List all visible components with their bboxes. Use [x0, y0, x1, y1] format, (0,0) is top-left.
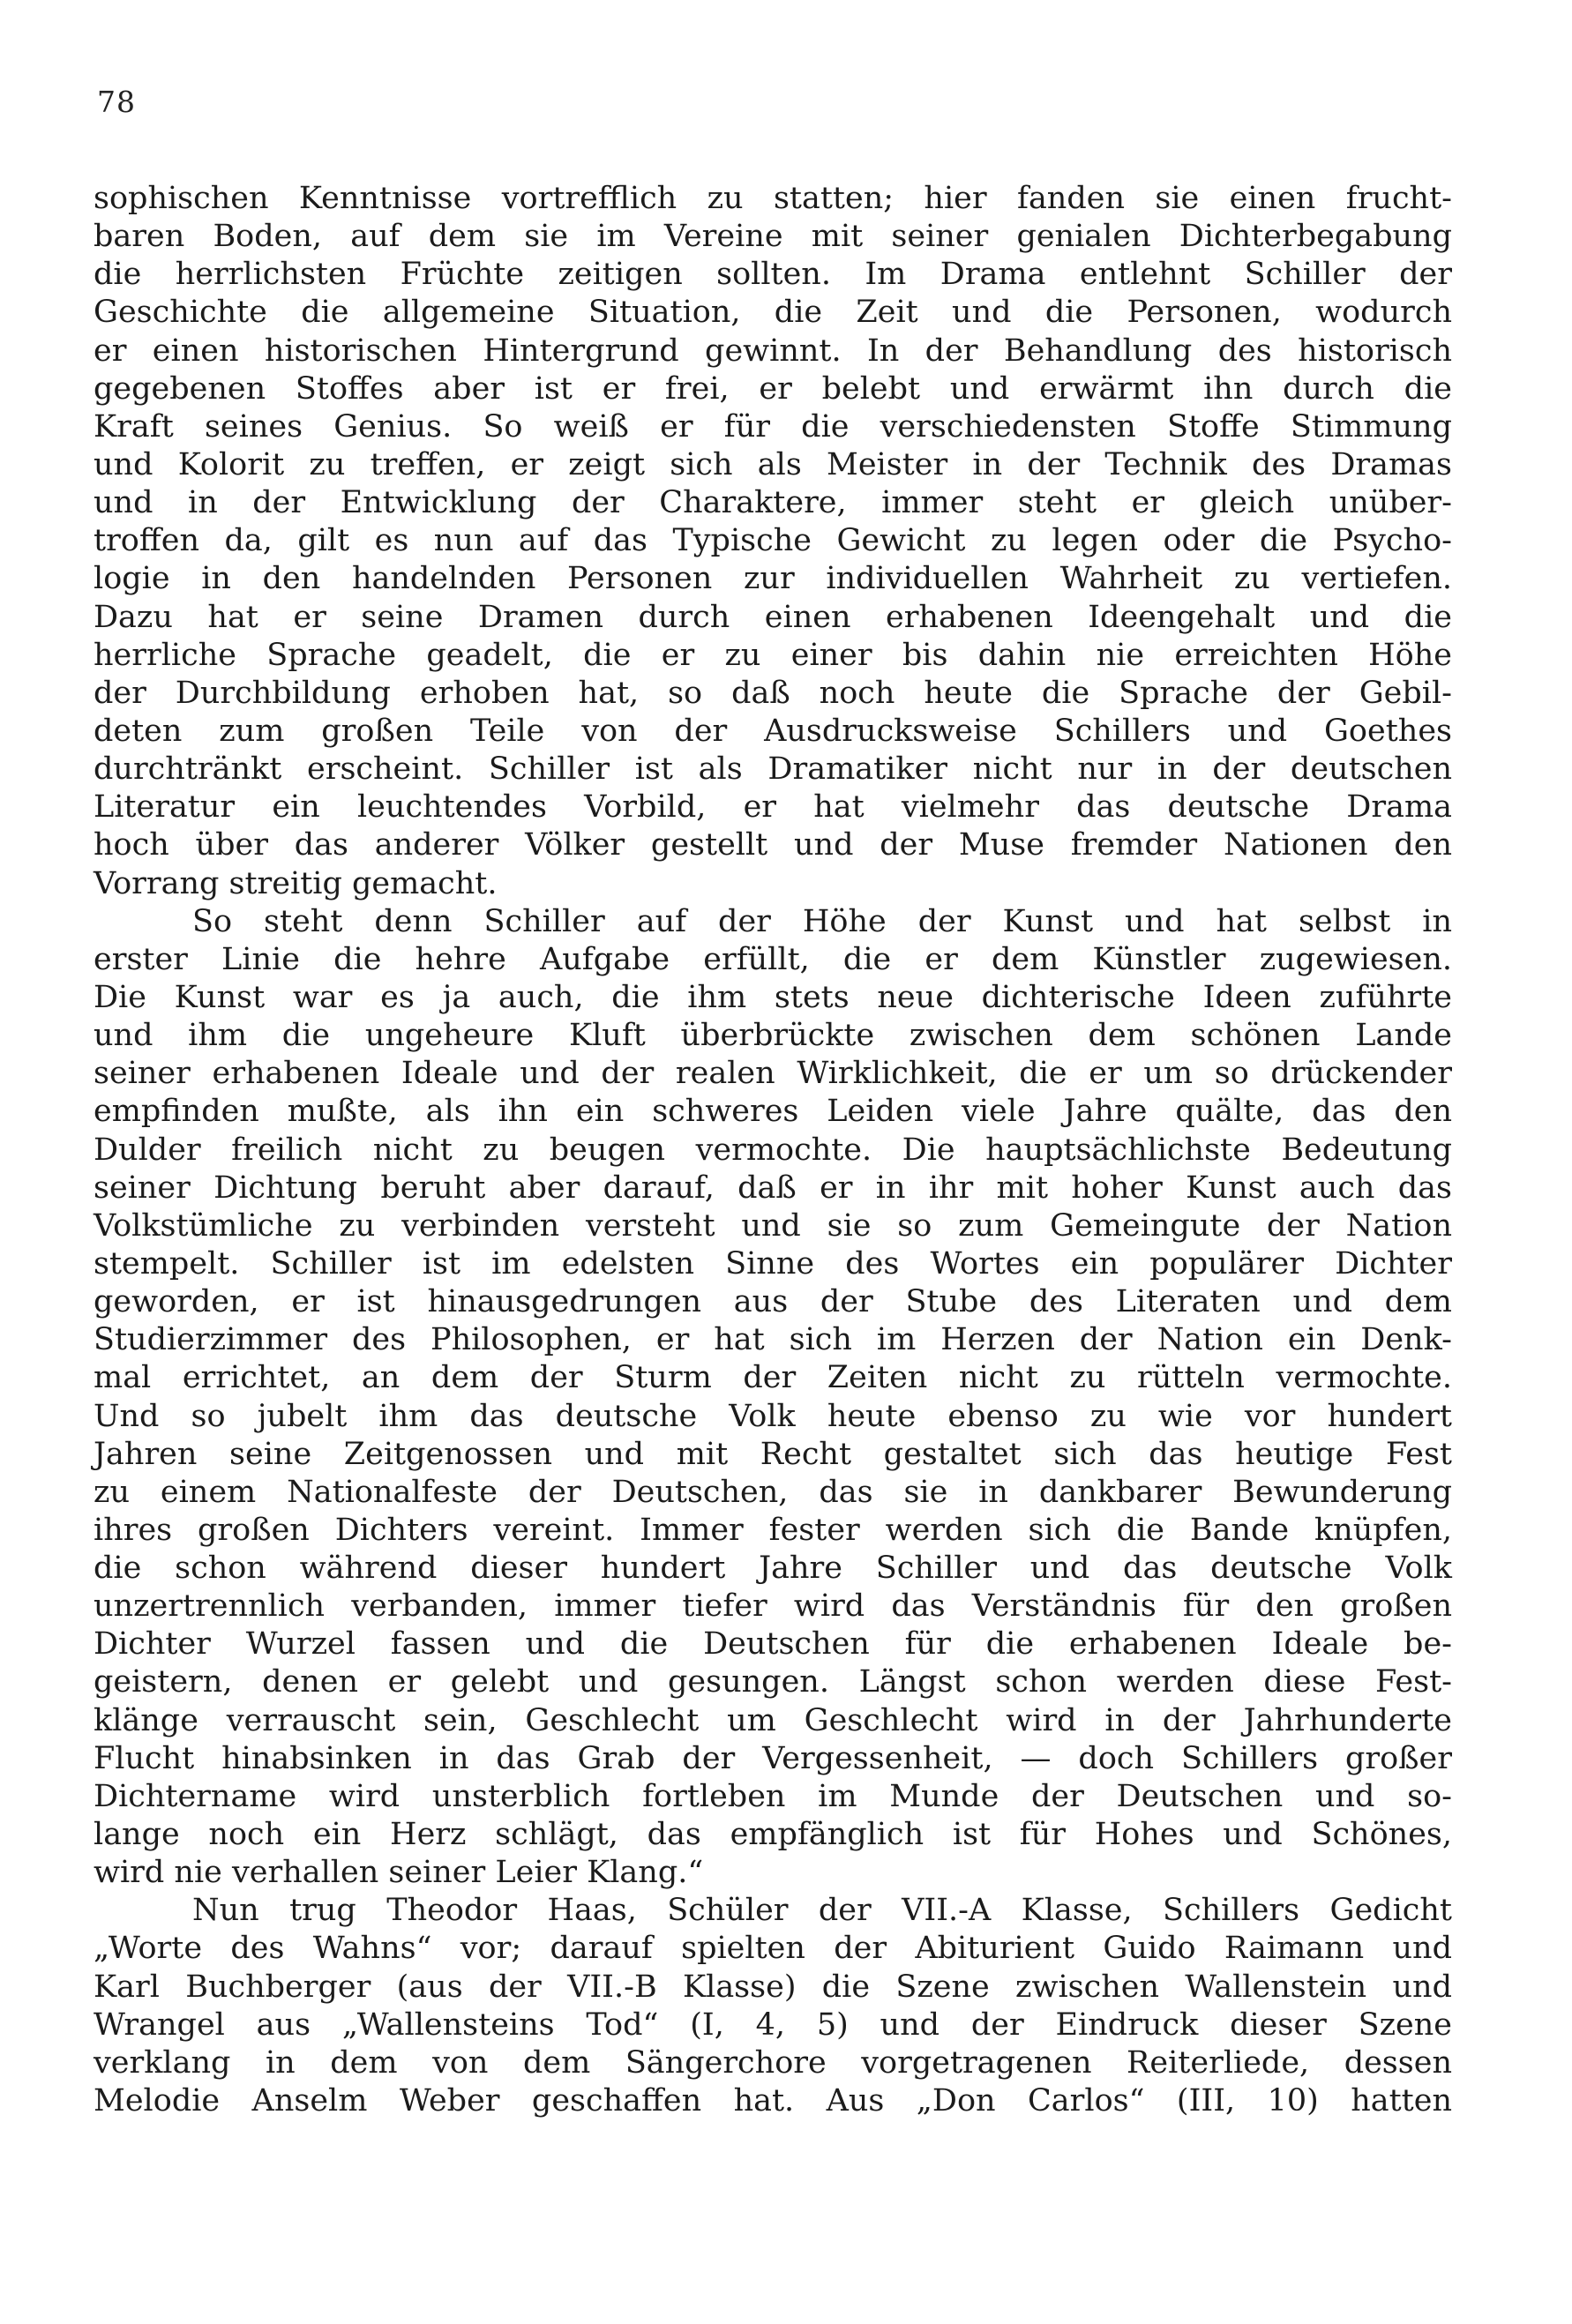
- text-line: seiner Dichtung beruht aber darauf, daß er in ihr mit hoher Kunst auch das: [94, 1169, 1452, 1206]
- text-line: Die Kunst war es ja auch, die ihm stets neue dichterische Ideen zuführte: [94, 979, 1452, 1015]
- text-line: hoch über das anderer Völker gestellt und der Muse fremder Nationen den: [94, 827, 1452, 863]
- text-line: troffen da, gilt es nun auf das Typische Gewicht zu legen oder die Psycho-: [94, 523, 1452, 559]
- text-line: die schon während dieser hundert Jahre Schiller und das deutsche Volk: [94, 1551, 1452, 1587]
- page-number: 78: [97, 85, 136, 119]
- text-line: lange noch ein Herz schlägt, das empfänglich ist für Hohes und Schönes,: [94, 1817, 1452, 1853]
- paragraph-1: [94, 180, 1452, 903]
- text-line: seiner erhabenen Ideale und der realen Wirklichkeit, die er um so drückender: [94, 1056, 1452, 1092]
- text-line: empfinden mußte, als ihn ein schweres Leiden viele Jahre quälte, das den: [94, 1094, 1452, 1130]
- text-line: mal errichtet, an dem der Sturm der Zeiten nicht zu rütteln vermochte.: [94, 1360, 1452, 1396]
- text-line: Wrangel aus „Wallensteins Tod“ (I, 4, 5) und der Eindruck dieser Szene: [94, 2006, 1452, 2043]
- text-line: geistern, denen er gelebt und gesungen. Längst schon werden diese Fest-: [94, 1664, 1452, 1700]
- text-line: Dichter Wurzel fassen und die Deutschen für die erhabenen Ideale be-: [94, 1626, 1452, 1663]
- text-line: deten zum großen Teile von der Ausdrucksweise Schillers und Goethes: [94, 713, 1452, 749]
- text-line: Dazu hat er seine Dramen durch einen erhabenen Ideengehalt und die: [94, 599, 1452, 635]
- text-line: Nun trug Theodor Haas, Schüler der VII.-A Klasse, Schillers Gedicht: [192, 1893, 1452, 1929]
- text-line: „Worte des Wahns“ vor; darauf spielten der Abiturient Guido Raimann und: [94, 1931, 1452, 1967]
- text-line: Flucht hinabsinken in das Grab der Vergessenheit, — doch Schillers großer: [94, 1740, 1452, 1776]
- paragraph-3: [94, 1892, 1452, 2120]
- text-line: Vorrang streitig gemacht.: [94, 865, 498, 901]
- text-line: klänge verrauscht sein, Geschlecht um Geschlecht wird in der Jahrhunderte: [94, 1702, 1452, 1738]
- text-line: zu einem Nationalfeste der Deutschen, das sie in dankbarer Bewunderung: [94, 1474, 1452, 1510]
- text-line: ihres großen Dichters vereint. Immer fester werden sich die Bande knüpfen,: [94, 1512, 1452, 1548]
- body-text: [94, 180, 1452, 2120]
- text-line: und ihm die ungeheure Kluft überbrückte zwischen dem schönen Lande: [94, 1018, 1452, 1054]
- text-line: So steht denn Schiller auf der Höhe der Kunst und hat selbst in: [192, 903, 1452, 939]
- text-line: und in der Entwicklung der Charaktere, immer steht er gleich unüber-: [94, 485, 1452, 521]
- text-line: logie in den handelnden Personen zur individuellen Wahrheit zu vertiefen.: [94, 561, 1452, 597]
- text-line: stempelt. Schiller ist im edelsten Sinne des Wortes ein populärer Dichter: [94, 1245, 1452, 1282]
- text-line: Kraft seines Genius. So weiß er für die verschiedensten Stoffe Stimmung: [94, 408, 1452, 445]
- text-line: und Kolorit zu treffen, er zeigt sich als Meister in der Technik des Dramas: [94, 446, 1452, 482]
- text-line: Karl Buchberger (aus der VII.-B Klasse) die Szene zwischen Wallenstein und: [94, 1969, 1452, 2005]
- text-line: Studierzimmer des Philosophen, er hat sich im Herzen der Nation ein Denk-: [94, 1322, 1452, 1358]
- text-line: die herrlichsten Früchte zeitigen sollten. Im Drama entlehnt Schiller der: [94, 257, 1452, 293]
- text-line: Geschichte die allgemeine Situation, die Zeit und die Personen, wodurch: [94, 295, 1452, 331]
- text-line: verklang in dem von dem Sängerchore vorgetragenen Reiterliede, dessen: [94, 2044, 1452, 2081]
- text-line: gegebenen Stoffes aber ist er frei, er belebt und erwärmt ihn durch die: [94, 370, 1452, 407]
- text-line: herrliche Sprache geadelt, die er zu einer bis dahin nie erreichten Höhe: [94, 637, 1452, 673]
- text-line: Und so jubelt ihm das deutsche Volk heute ebenso zu wie vor hundert: [94, 1398, 1452, 1434]
- text-line: Volkstümliche zu verbinden versteht und sie so zum Gemeingute der Nation: [94, 1207, 1452, 1244]
- text-line: er einen historischen Hintergrund gewinnt. In der Behandlung des historisch: [94, 333, 1452, 369]
- text-line: Jahren seine Zeitgenossen und mit Recht gestaltet sich das heutige Fest: [94, 1436, 1452, 1472]
- text-line: sophischen Kenntnisse vortrefflich zu statten; hier fanden sie einen frucht-: [94, 181, 1452, 216]
- text-line: geworden, er ist hinausgedrungen aus der Stube des Literaten und dem: [94, 1284, 1452, 1320]
- text-line: baren Boden, auf dem sie im Vereine mit seiner genialen Dichterbegabung: [94, 219, 1452, 255]
- text-line: Literatur ein leuchtendes Vorbild, er hat vielmehr das deutsche Drama: [94, 789, 1452, 826]
- text-line: unzertrennlich verbanden, immer tiefer wird das Verständnis für den großen: [94, 1588, 1452, 1625]
- text-line: Dulder freilich nicht zu beugen vermochte. Die hauptsächlichste Bedeutung: [94, 1132, 1452, 1168]
- text-line: erster Linie die hehre Aufgabe erfüllt, die er dem Künstler zugewiesen.: [94, 941, 1452, 977]
- text-line: Dichtername wird unsterblich fortleben im Munde der Deutschen und so-: [94, 1778, 1452, 1814]
- text-line: Melodie Anselm Weber geschaffen hat. Aus „Don Carlos“ (III, 10) hatten: [94, 2083, 1452, 2119]
- paragraph-2: [94, 903, 1452, 1893]
- text-line: der Durchbildung erhoben hat, so daß noch heute die Sprache der Gebil-: [94, 675, 1452, 711]
- text-line: wird nie verhallen seiner Leier Klang.“: [94, 1855, 704, 1891]
- text-line: durchtränkt erscheint. Schiller ist als Dramatiker nicht nur in der deutschen: [94, 751, 1452, 788]
